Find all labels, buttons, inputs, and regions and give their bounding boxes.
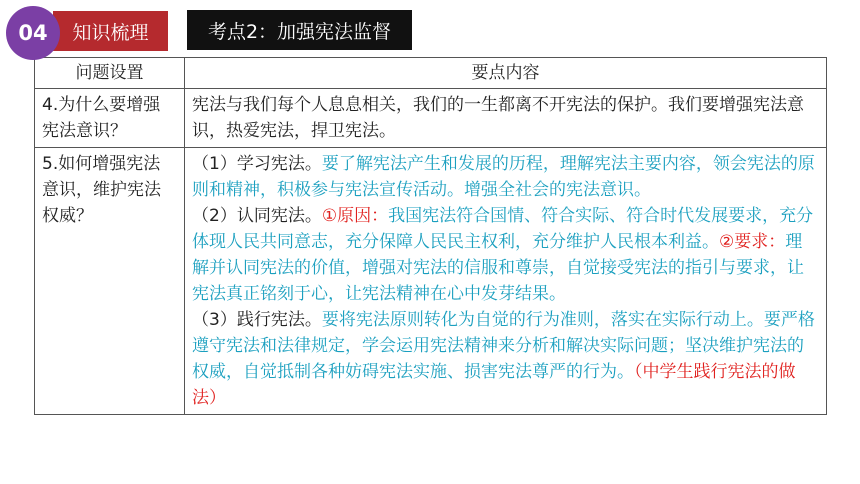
point-label: （3）践行宪法。 [192,310,322,330]
point-text: 要将宪法原则转化为自觉的行为准则，落实在实际行动上。要严格遵守宪法和法律规定，学会运用宪法精神来分析和解决实际问题；坚决维护宪法的权威，自觉抵制各种妨碍宪法实施、损害宪法尊严的行为。 [192,310,815,382]
point-practice [192,307,819,411]
requirement-label: ②要求： [719,232,786,252]
header-question: 问题设置 [35,58,185,89]
reason-text: 我国宪法符合国情、符合实际、符合时代发展要求，充分体现人民共同意志，充分保障人民民主权利，充分维护人民根本利益。 [192,206,814,252]
table-header-row [35,58,827,89]
table-row [35,89,827,148]
reason-label: ①原因： [321,206,389,226]
point-learn [192,151,819,203]
question-cell: 5.如何增强宪法意识，维护宪法权威？ [35,148,185,415]
point-identify [192,203,819,307]
question-cell: 4.为什么要增强宪法意识？ [35,89,185,148]
knowledge-table [34,57,827,415]
table-row [35,148,827,415]
header-content: 要点内容 [185,58,827,89]
section-title-tab: 知识梳理 [53,11,168,51]
point-text: 要了解宪法产生和发展的历程，理解宪法主要内容，领会宪法的原则和精神，积极参与宪法宣传活动。增强全社会的宪法意识。 [192,154,815,200]
point-label: （1）学习宪法。 [192,154,322,174]
answer-cell [185,148,827,415]
requirement-text: 理解并认同宪法的价值，增强对宪法的信服和尊崇，自觉接受宪法的指引与要求，让宪法真正铭刻于心，让宪法精神在心中发芽结果。 [192,232,804,304]
point-label: （2）认同宪法。 [192,206,322,226]
topic-title: 考点2：加强宪法监督 [187,10,412,50]
answer-cell: 宪法与我们每个人息息相关，我们的一生都离不开宪法的保护。我们要增强宪法意识，热爱宪法，捍卫宪法。 [185,89,827,148]
point-note: （中学生践行宪法的做法） [192,362,796,408]
section-number-badge: 04 [6,6,60,60]
